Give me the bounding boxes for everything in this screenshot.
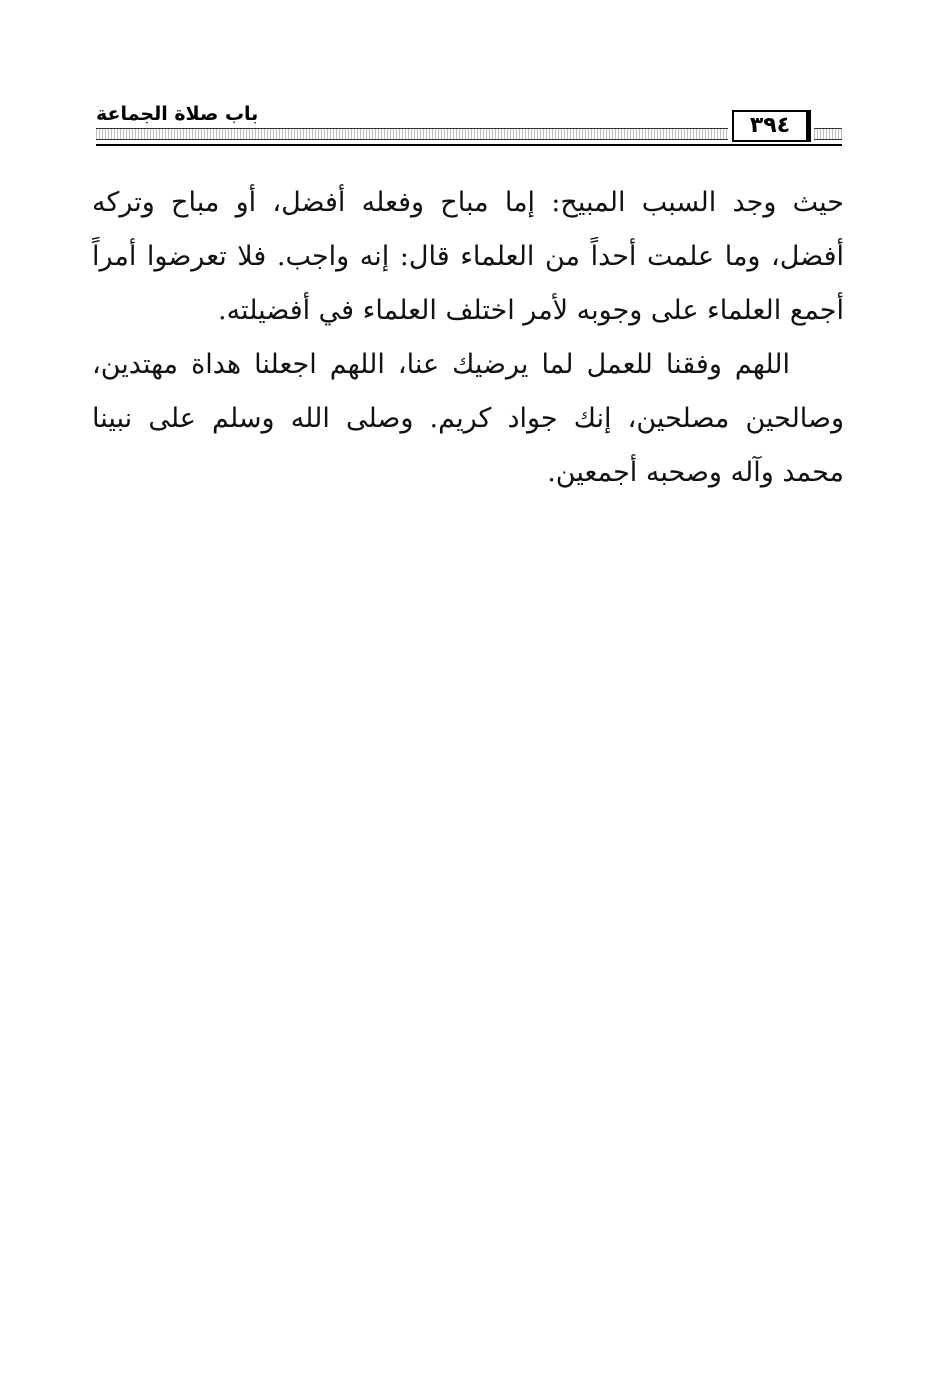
paragraph-2: اللهم وفقنا للعمل لما يرضيك عنا، اللهم اجعلنا هداة مهتدين، وصالحين مصلحين، إنك جواد كريم. وصلى الله وسلم على نبينا محمد وآله وصحبه أجمعين. <box>92 349 844 488</box>
header-decorative-band-right <box>814 128 842 140</box>
paragraph-1: حيث وجد السبب المبيح: إما مباح وفعله أفضل، أو مباح وتركه أفضل، وما علمت أحداً من العلماء قال: إنه واجب. فلا تعرضوا أمراً أجمع العلماء على وجوبه لأمر اختلف العلماء في أفضيلته. <box>92 187 844 326</box>
chapter-title: باب صلاة الجماعة <box>96 103 259 125</box>
page-number: ٣٩٤ <box>732 110 811 142</box>
running-header <box>96 96 842 152</box>
header-rule <box>96 144 842 146</box>
header-decorative-band <box>96 128 728 140</box>
body-text <box>92 176 844 500</box>
